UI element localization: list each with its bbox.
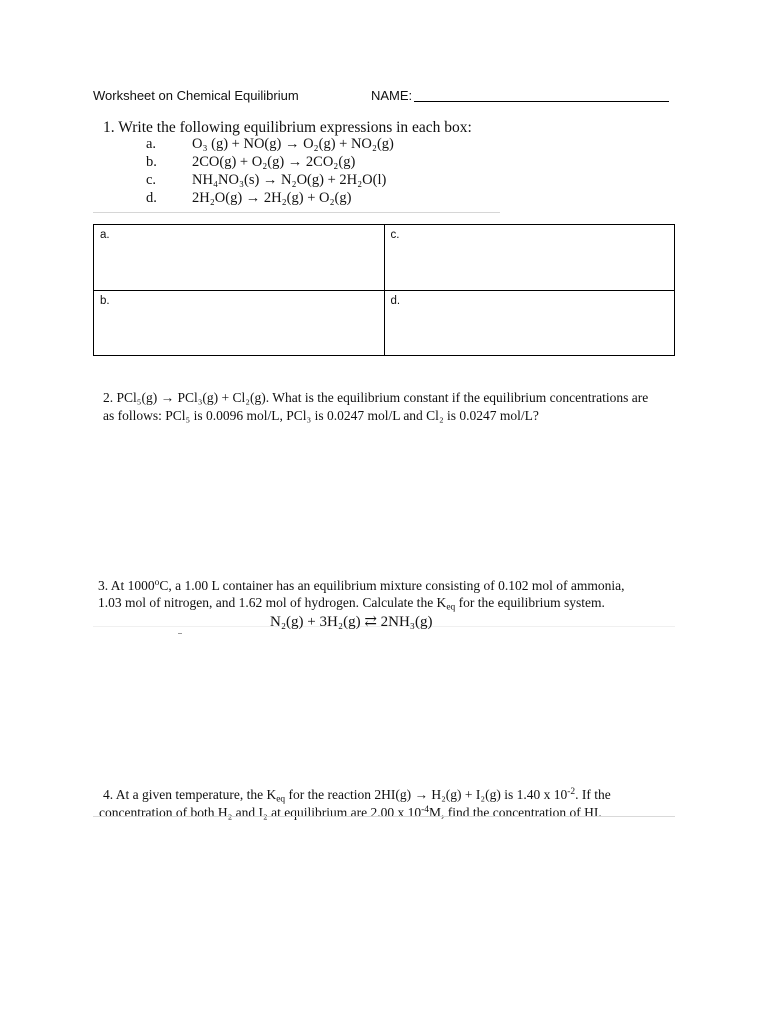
item-equation: 2H₂O(g) → 2H₂(g) + O₂(g): [192, 190, 352, 206]
worksheet-title: Worksheet on Chemical Equilibrium: [93, 88, 299, 103]
item-label: c.: [146, 172, 157, 188]
keq-subscript: eq: [276, 794, 286, 805]
question-3-text: 1.03 mol of nitrogen, and 1.62 mol of hydrogen. Calculate the K: [98, 595, 447, 610]
item-label: d.: [146, 190, 157, 206]
question-3-text: for the equilibrium system.: [455, 595, 605, 610]
question-4-text: 4. At a given temperature, the K: [103, 787, 277, 802]
scan-mark: [178, 633, 182, 634]
question-4-line-1: [103, 786, 611, 804]
keq-subscript: eq: [446, 602, 456, 613]
question-4-text: M, find the concentration of HI.: [428, 805, 602, 820]
question-3-text: C, a 1.00 L container has an equilibrium mixture consisting of 0.102 mol of ammonia,: [159, 578, 625, 593]
question-4-text: . If the: [575, 787, 611, 802]
name-blank-line: [414, 101, 669, 102]
question-1-divider: [93, 212, 500, 213]
answer-box-d[interactable]: d.: [384, 290, 675, 356]
item-equation: NH₄NO₃(s) → N₂O(g) + 2H₂O(l): [192, 172, 387, 188]
answer-box-c[interactable]: c.: [384, 225, 675, 291]
answer-box-a[interactable]: a.: [94, 225, 385, 291]
item-equation: 2CO(g) + O₂(g) → 2CO₂(g): [192, 154, 356, 170]
exponent: -4: [421, 804, 429, 815]
question-3-text: 3. At 1000: [98, 578, 155, 593]
question-4-line-2: [99, 804, 602, 822]
question-4-divider: [93, 816, 675, 817]
item-label: b.: [146, 154, 157, 170]
degree-symbol: o: [154, 577, 160, 588]
name-label: NAME:: [371, 88, 413, 103]
exponent: -2: [567, 786, 576, 797]
question-2-line-2: as follows: PCl₅ is 0.0096 mol/L, PCl₃ is 0.0247 mol/L and Cl₂ is 0.0247 mol/L?: [103, 408, 539, 423]
question-3-line-2: [98, 594, 605, 612]
question-4-text: for the reaction 2HI(g) → H₂(g) + I₂(g) is 1.40 x 10: [285, 787, 568, 802]
answer-box-table: [93, 224, 675, 356]
question-4-text: concentration of both H₂ and I₂ at equilibrium are 2.00 x 10: [99, 805, 422, 820]
table-row: [94, 290, 675, 356]
item-label: a.: [146, 136, 157, 152]
item-equation: O₃ (g) + NO(g) → O₂(g) + NO₂(g): [192, 136, 394, 152]
answer-box-b[interactable]: b.: [94, 290, 385, 356]
question-2-line-1: 2. PCl₅(g) → PCl₃(g) + Cl₂(g). What is the equilibrium constant if the equilibrium concentrations are: [103, 390, 649, 405]
question-3-line-1: [98, 577, 625, 595]
question-3-equation: N₂(g) + 3H₂(g) ⇄ 2NH₃(g): [270, 614, 433, 630]
table-row: [94, 225, 675, 291]
question-1-prompt: 1. Write the following equilibrium expressions in each box:: [103, 119, 472, 136]
